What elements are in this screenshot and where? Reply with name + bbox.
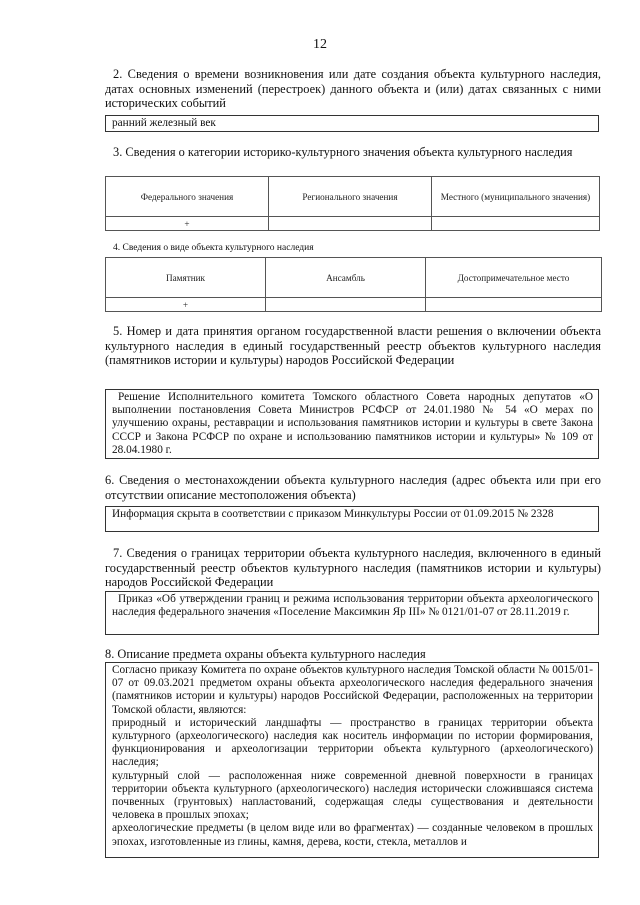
section-6-heading: 6. Сведения о местонахождении объекта культурного наследия (адрес объекта или при его отсутствии описание местоположения объекта) (105, 473, 601, 502)
category-federal-mark: + (106, 217, 269, 231)
type-monument-mark: + (106, 298, 266, 312)
section-5-heading: 5. Номер и дата принятия органом государственной власти решения о включении объекта культурного наследия в единый государственный реестр объектов культурного наследия (памятников истории и культуры) народов Российской Федерации (105, 324, 601, 368)
section-6-value: Информация скрыта в соответствии с приказом Минкультуры России от 01.09.2015 № 2328 (112, 508, 554, 520)
section-8-paragraph: природный и исторический ландшафты — пространство в границах территории объекта культурного (археологического) наследия как носитель информации по истории формирования, функционирования и археологизации территории объекта культурного (археологического) наследия; (112, 716, 593, 769)
section-8-paragraph: культурный слой — расположенная ниже современной дневной поверхности в границах территории объекта культурного (археологического) наследия исторически сложившаяся система почвенных (грунтовых) напластований, содержащая следы существования и деятельности человека в прошлых эпохах; (112, 769, 593, 822)
section-6-value-box (105, 506, 599, 532)
type-landmark-header: Достопримечательное место (426, 258, 602, 298)
section-8-heading: 8. Описание предмета охраны объекта культурного наследия (105, 647, 426, 661)
category-local-cell (432, 217, 600, 231)
section-7-value: Приказ «Об утверждении границ и режима использования территории объекта археологического наследия федерального значения «Поселение Максимкин Яр III» № 0121/01-07 от 28.11.2019 г. (112, 593, 593, 619)
section-5-value-box (105, 389, 599, 459)
section-2-heading: 2. Сведения о времени возникновения или дате создания объекта культурного наследия, датах основных изменений (перестроек) данного объекта и (или) датах связанных с ними исторических событий (105, 67, 601, 111)
section-8-paragraph: Согласно приказу Комитета по охране объектов культурного наследия Томской области № 0015/01-07 от 09.03.2021 предметом охраны объекта археологического наследия федерального значения (памятников истории и культуры) народов Российской Федерации, расположенных на территории Томской области, являются: (112, 664, 593, 716)
category-regional-header: Регионального значения (269, 177, 432, 217)
section-5-value: Решение Исполнительного комитета Томского областного Совета народных депутатов «О выполнении постановления Совета Министров РСФСР от 24.01.1980 № 54 «О мерах по улучшению охраны, реставрации и использования памятников истории и культуры в свете Закона СССР и Закона РСФСР по охране и использованию памятников истории и культуры» № 109 от 28.04.1980 г. (112, 391, 593, 456)
section-4-heading: 4. Сведения о виде объекта культурного наследия (113, 243, 314, 253)
section-3-category-table (105, 176, 600, 231)
category-federal-header: Федерального значения (106, 177, 269, 217)
type-ensemble-cell (266, 298, 426, 312)
section-8-paragraph: археологические предметы (в целом виде или во фрагментах) — созданные человеком в прошлых эпохах, изготовленные из глины, камня, дерева, кости, стекла, металлов и (112, 822, 593, 848)
section-7-value-box (105, 591, 599, 635)
category-regional-cell (269, 217, 432, 231)
section-2-value: ранний железный век (112, 117, 216, 129)
section-7-heading: 7. Сведения о границах территории объекта культурного наследия, включенного в единый государственный реестр объектов культурного наследия (памятников истории и культуры) народов Российской Федерации (105, 546, 601, 590)
section-3-heading: 3. Сведения о категории историко-культурного значения объекта культурного наследия (113, 145, 573, 159)
section-2-value-box (105, 115, 599, 132)
type-monument-header: Памятник (106, 258, 266, 298)
type-landmark-cell (426, 298, 602, 312)
section-4-type-table (105, 257, 602, 312)
category-local-header: Местного (муниципального значения) (432, 177, 600, 217)
section-8-value-box (105, 662, 599, 858)
page-number: 12 (313, 37, 327, 52)
type-ensemble-header: Ансамбль (266, 258, 426, 298)
